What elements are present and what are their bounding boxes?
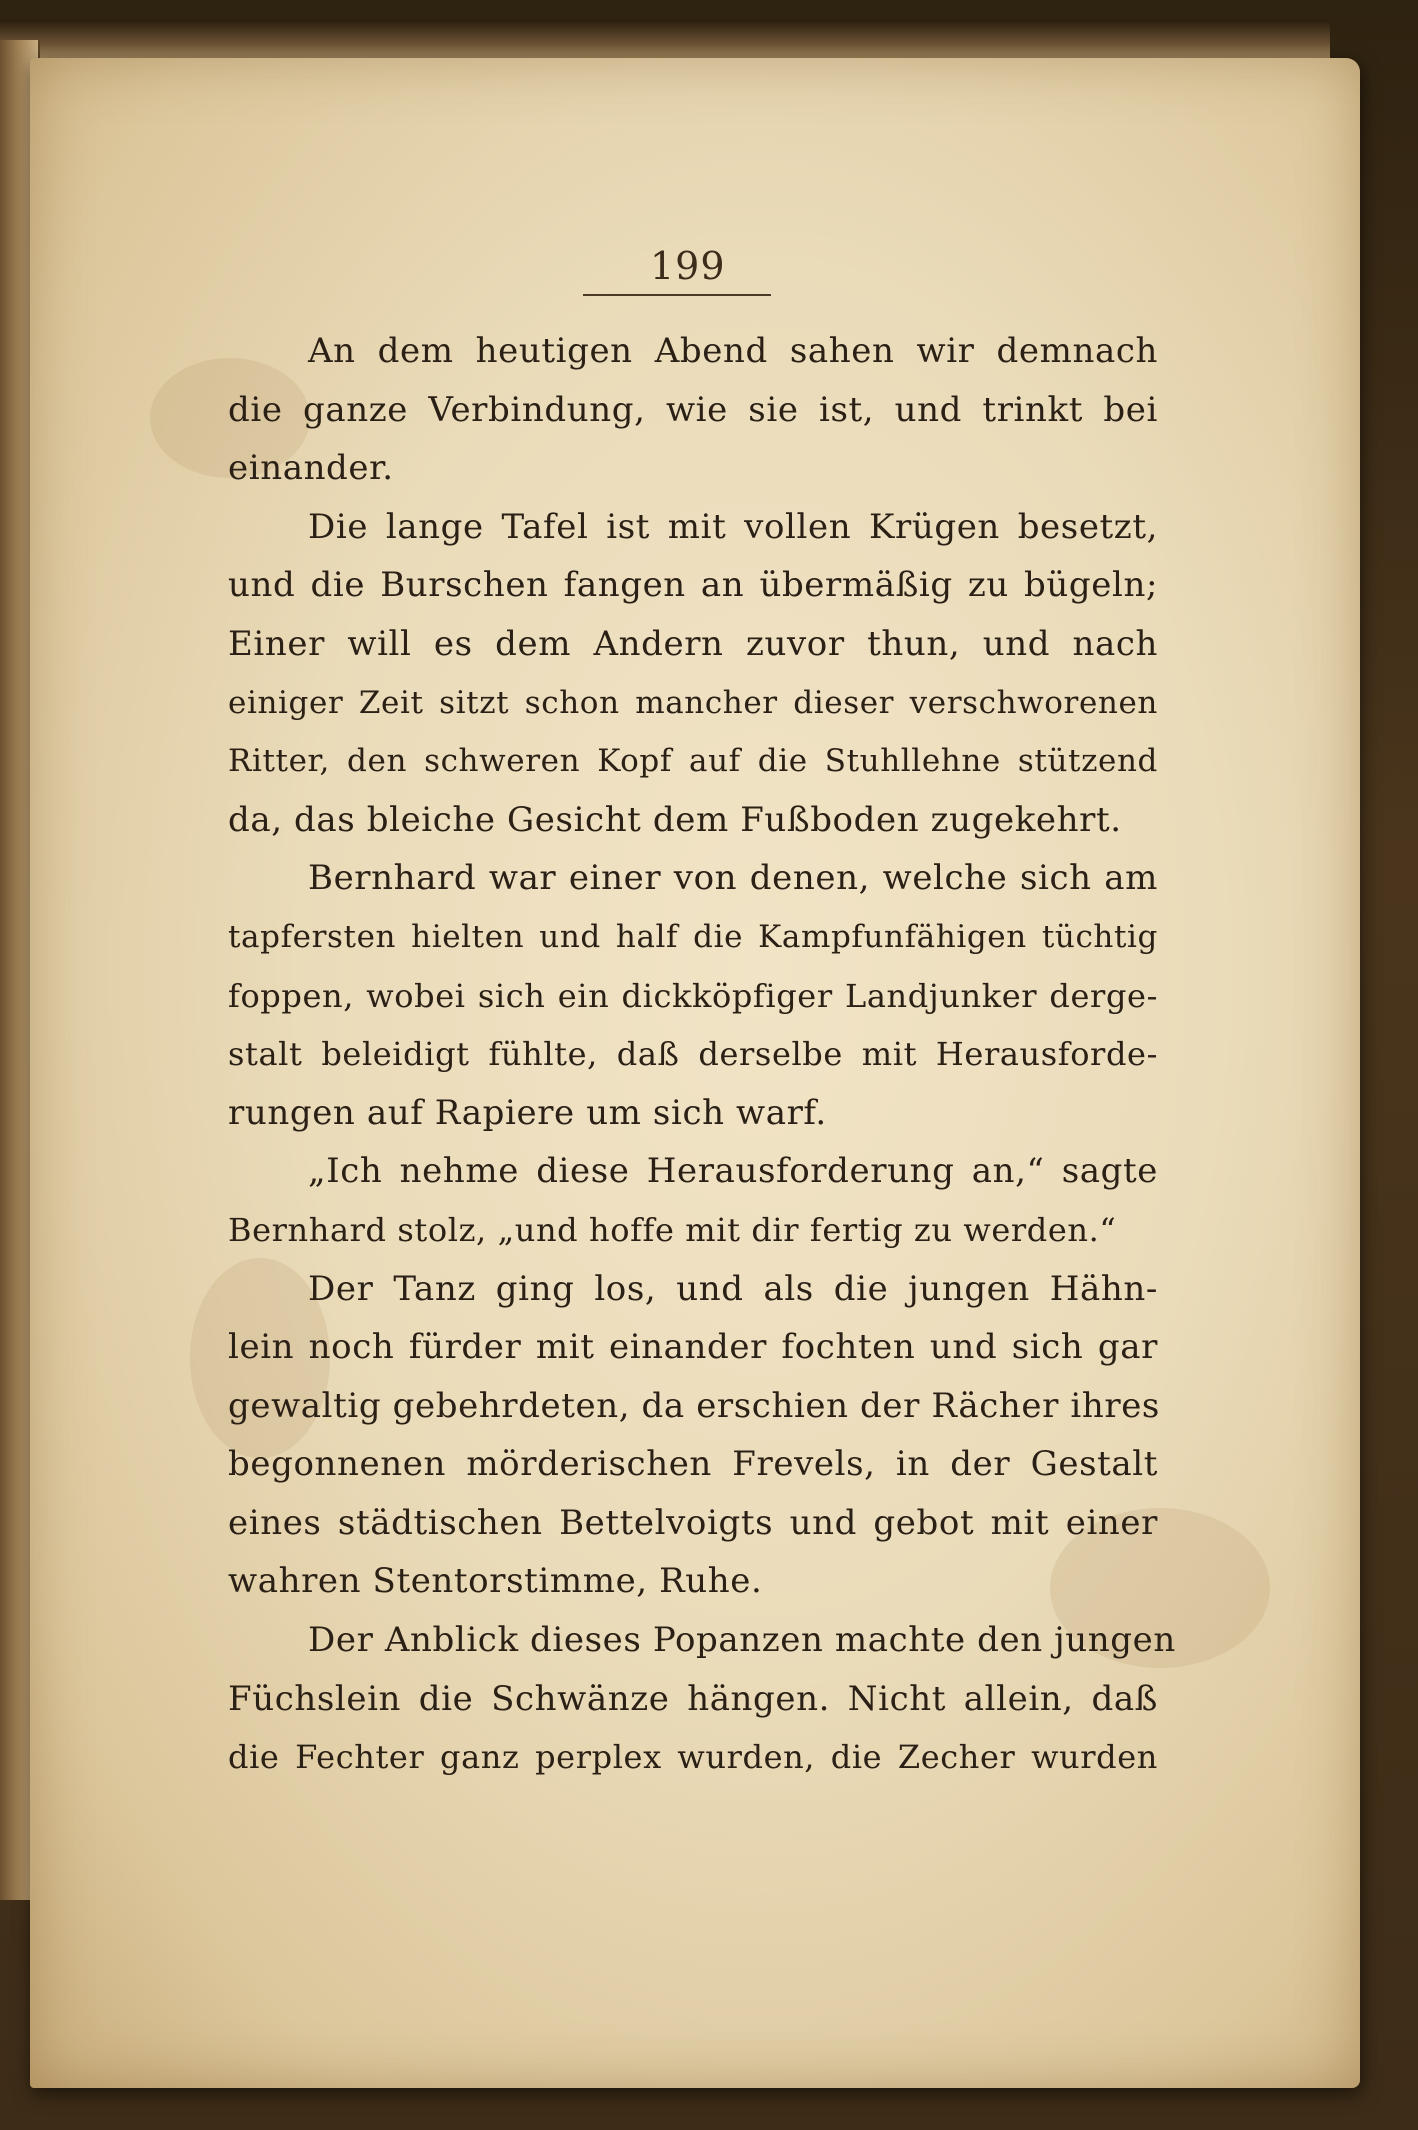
- text-line: Füchslein die Schwänze hängen. Nicht allein, daß: [228, 1678, 1158, 1719]
- text-line: und die Burschen fangen an übermäßig zu bügeln;: [228, 565, 1158, 606]
- text-line: wahren Stentorstimme, Ruhe.: [228, 1561, 763, 1602]
- text-line: Bernhard stolz, „und hoffe mit dir fertig zu werden.“: [228, 1210, 1117, 1249]
- text-line: da, das bleiche Gesicht dem Fußboden zugekehrt.: [228, 799, 1122, 840]
- text-line: einander.: [228, 448, 394, 489]
- text-line: An dem heutigen Abend sahen wir demnach: [308, 331, 1158, 371]
- text-line: einiger Zeit sitzt schon mancher dieser verschworenen: [228, 684, 1158, 721]
- body-text: [228, 322, 1176, 1787]
- text-line: Bernhard war einer von denen, welche sich am: [308, 858, 1158, 899]
- text-line: tapfersten hielten und half die Kampfunfähigen tüchtig: [228, 918, 1158, 955]
- text-line: Die lange Tafel ist mit vollen Krügen besetzt,: [308, 506, 1158, 547]
- text-line: die Fechter ganz perplex wurden, die Zecher wurden: [228, 1738, 1158, 1777]
- text-line: gewaltig gebehrdeten, da erschien der Rächer ihres: [228, 1385, 1160, 1426]
- page-number: 199: [650, 244, 726, 288]
- text-line: die ganze Verbindung, wie sie ist, und trinkt bei: [228, 389, 1158, 430]
- text-line: „Ich nehme diese Herausforderung an,“ sagte: [308, 1151, 1158, 1192]
- book-top-edge: [0, 20, 1330, 60]
- text-line: rungen auf Rapiere um sich warf.: [228, 1092, 827, 1133]
- text-line: eines städtischen Bettelvoigts und gebot mit einer: [228, 1502, 1158, 1543]
- text-line: begonnenen mörderischen Frevels, in der Gestalt: [228, 1444, 1158, 1485]
- text-line: foppen, wobei sich ein dickköpfiger Landjunker derge-: [228, 976, 1158, 1015]
- text-line: stalt beleidigt fühlte, daß derselbe mit Herausforde-: [228, 1035, 1158, 1074]
- text-line: Einer will es dem Andern zuvor thun, und nach: [228, 623, 1158, 664]
- text-line: lein noch fürder mit einander fochten und sich gar: [228, 1327, 1158, 1368]
- text-line: Der Tanz ging los, und als die jungen Hähn-: [308, 1268, 1158, 1309]
- text-line: Der Anblick dieses Popanzen machte den jungen: [308, 1620, 1176, 1661]
- text-line: Ritter, den schweren Kopf auf die Stuhllehne stützend: [228, 743, 1158, 780]
- header-rule: [583, 294, 771, 296]
